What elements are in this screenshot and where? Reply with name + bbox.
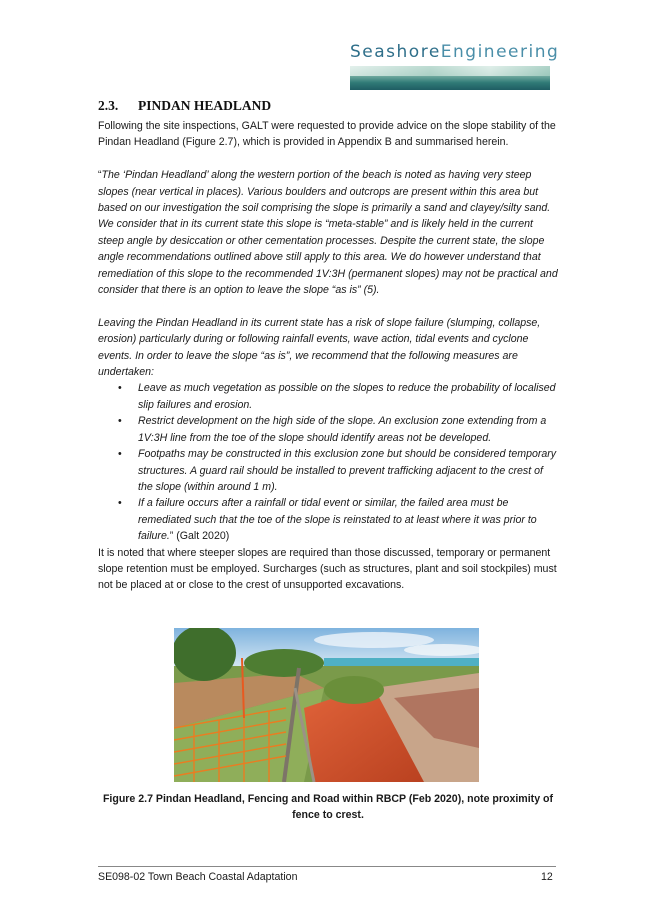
footer-document-title: SE098-02 Town Beach Coastal Adaptation xyxy=(98,871,298,883)
quote-text-1: The ‘Pindan Headland’ along the western portion of the beach is noted as having very steep slopes (near vertical in places). Various boulders and outcrops are present within this area but based on our investigation the soil comprising the slope is primarily a sand and clayey/silty sand. We consider that in its current state this slope is “meta-stable” and is likely held in the current steep angle by desiccation or other cementation processes. Despite the current state, the slope angle recommendations outlined above still apply to this area. We do however understand that remediation of this slope to the recommended 1V:3H (permanent slopes) may not be practical and consider that there is an option to leave the slope “as is” (5). xyxy=(98,169,558,297)
list-item: • Leave as much vegetation as possible on the slopes to reduce the probability of localised slip failures and erosion. xyxy=(118,382,556,411)
company-logo xyxy=(350,42,560,90)
section-title: PINDAN HEADLAND xyxy=(138,98,272,113)
figure-caption: Figure 2.7 Pindan Headland, Fencing and Road within RBCP (Feb 2020), note proximity of fence to crest. xyxy=(102,793,554,822)
figure-photo-pindan-headland xyxy=(174,628,479,782)
quote-paragraph-2: Leaving the Pindan Headland in its current state has a risk of slope failure (slumping, collapse, erosion) particularly during or following rainfall events, wave action, tidal events and cyclone events. In order to leave the slope “as is”, we recommend that the following measures are undertaken: xyxy=(98,316,541,379)
page-number: 12 xyxy=(541,871,553,883)
section-number: 2.3. xyxy=(98,98,119,113)
logo-wordmark xyxy=(350,42,560,62)
logo-text-engineering: Engineering xyxy=(440,42,560,62)
logo-wave-band xyxy=(350,66,550,90)
footer-divider xyxy=(98,866,556,867)
intro-paragraph: Following the site inspections, GALT were requested to provide advice on the slope stability of the Pindan Headland (Figure 2.7), which is provided in Appendix B and summarised herein. xyxy=(98,120,556,149)
logo-text-seashore: Seashore xyxy=(350,42,441,62)
list-item: • Footpaths may be constructed in this exclusion zone but should be considered temporary structures. A guard rail should be installed to prevent trafficking adjacent to the crest of the slope (within around 1 m). xyxy=(118,448,557,493)
quote-open-mark: “ xyxy=(98,169,102,182)
section-heading xyxy=(98,98,271,114)
section-body xyxy=(98,118,558,594)
recommendation-list xyxy=(98,380,558,544)
list-item: • Restrict development on the high side of the slope. An exclusion zone extending from a 1V:3H line from the toe of the slope should identify areas not be developed. xyxy=(118,415,547,444)
citation: ” (Galt 2020) xyxy=(169,530,230,543)
closing-paragraph: It is noted that where steeper slopes are required than those discussed, temporary or permanent slope retention must be employed. Surcharges (such as structures, plant and soil stockpiles) must not be placed at or close to the crest of unsupported excavations. xyxy=(98,546,557,592)
list-item: • If a failure occurs after a rainfall or tidal event or similar, the failed area must be remediated such that the toe of the slope is reinstated to at least where it was prior to failure.” (Galt 2020) xyxy=(118,497,537,543)
quote-paragraph-1 xyxy=(98,167,558,298)
